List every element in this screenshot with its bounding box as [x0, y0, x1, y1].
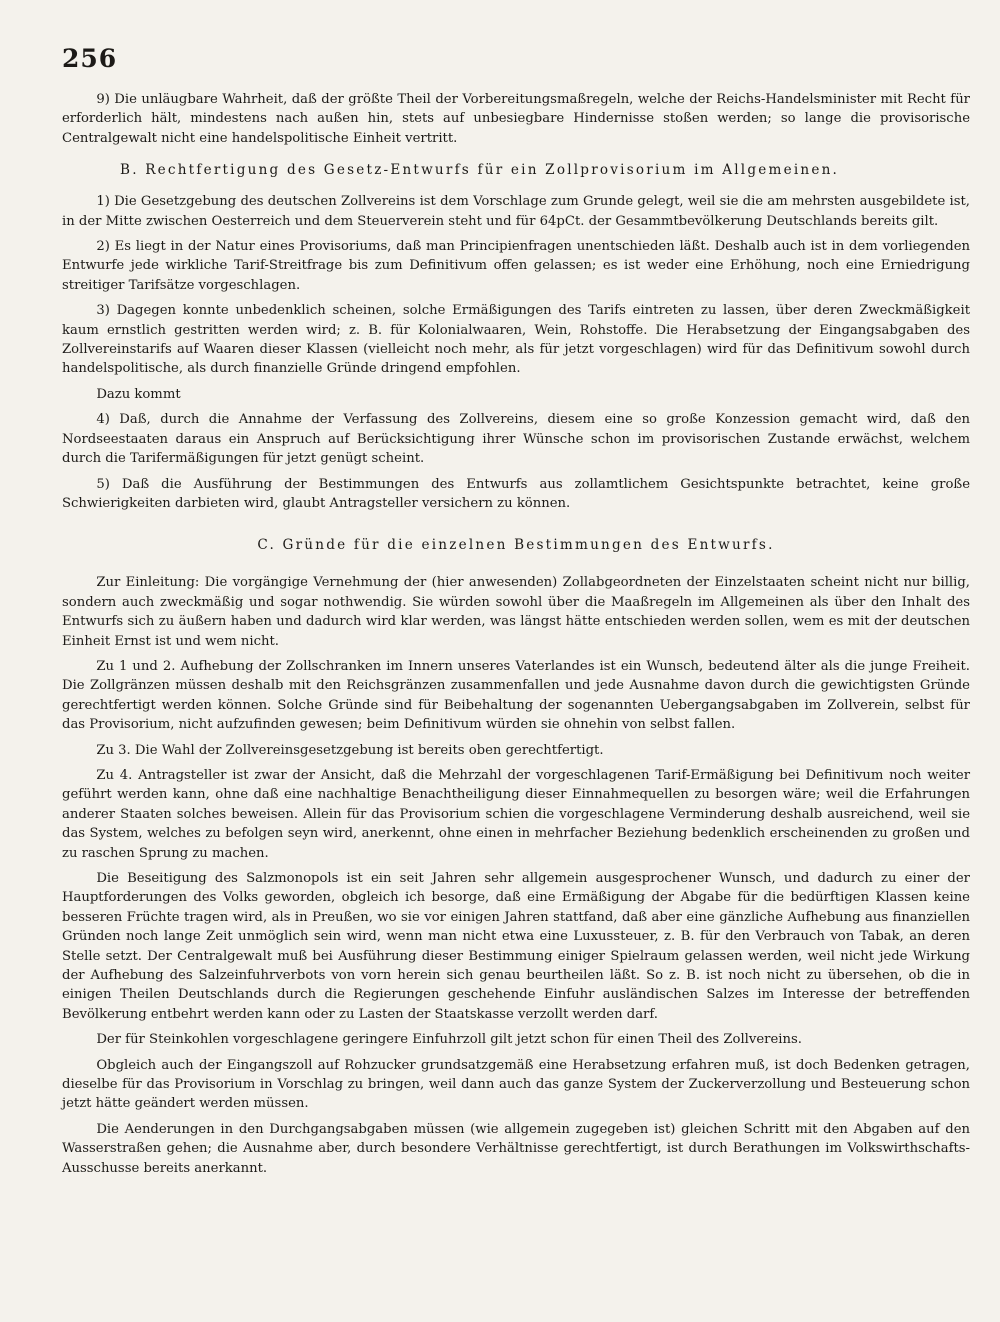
paragraph-durchgangsabgaben: Die Aenderungen in den Durchgangsabgaben müssen (wie allgemein zugegeben ist) gleichen Schritt mit den Abgaben auf den Wasserstraßen gehen; die Ausnahme aber, durch besondere Verhältnisse gerechtfertigt, ist durch Berathungen im Volkswirthschafts-Ausschusse bereits anerkannt. — [62, 1121, 970, 1176]
paragraph-b3: 3) Dagegen konnte unbedenklich scheinen, solche Ermäßigungen des Tarifs eintreten zu lassen, über deren Zweckmäßigkeit kaum ernstlich gestritten werden wird; z. B. für Kolonialwaaren, Wein, Rohstoffe. Die Herabsetzung der Eingangsabgaben des Zollvereinstarifs auf Waaren dieser Klassen (vielleicht noch mehr, als für jetzt vorgeschlagen) wird für das Definitivum sowohl durch handelspolitische, als durch finanzielle Gründe dringend empfohlen. — [62, 303, 970, 377]
paragraph-einleitung: Zur Einleitung: Die vorgängige Vernehmung der (hier anwesenden) Zollabgeordneten der Einzelstaaten scheint nicht nur billig, sondern auch zweckmäßig und sogar nothwendig. Sie würden sowohl über die Maaßregeln im Allgemeinen als über den Inhalt des Entwurfs sich zu äußern haben und dadurch wird klar werden, was längst hätte entschieden werden sollen, wem es mit der deutschen Einheit Ernst ist und wem nicht. — [62, 575, 970, 649]
paragraph-b4: 4) Daß, durch die Annahme der Verfassung des Zollvereins, diesem eine so große Konzession gemacht wird, daß den Nordseestaaten daraus ein Anspruch auf Berücksichtigung ihrer Wünsche schon im provisorischen Zustande erwächst, welchem durch die Tarifermäßigungen für jetzt genügt scheint. — [62, 412, 970, 467]
paragraph-steinkohlen: Der für Steinkohlen vorgeschlagene geringere Einfuhrzoll gilt jetzt schon für einen Theil des Zollvereins. — [96, 1032, 802, 1048]
paragraph-b5: 5) Daß die Ausführung der Bestimmungen des Entwurfs aus zollamtlichem Gesichtspunkte betrachtet, keine große Schwierigkeiten darbieten wird, glaubt Antragsteller versichern zu können. — [62, 476, 970, 511]
paragraph-dazu-kommt: Dazu kommt — [96, 386, 181, 402]
paragraph-zu-4: Zu 4. Antragsteller ist zwar der Ansicht, daß die Mehrzahl der vorgeschlagenen Tarif-Ermäßigung bei Definitivum noch weiter geführt werden kann, ohne daß eine nachhaltige Benachtheiligung dieser Einnahmequellen zu besorgen wäre; weil die Erfahrungen anderer Staaten solches beweisen. Allein für das Provisorium schien die vorgeschlagene Verminderung deshalb ausreichend, weil sie das System, welches zu befolgen seyn wird, anerkennt, ohne einen in mehrfacher Beziehung bedenklich erscheinenden zu großen und zu raschen Sprung zu machen. — [62, 767, 970, 861]
page-number: 256 — [62, 44, 118, 73]
paragraph-rohzucker: Obgleich auch der Eingangszoll auf Rohzucker grundsatzgemäß eine Herabsetzung erfahren muß, ist doch Bedenken getragen, dieselbe für das Provisorium in Vorschlag zu bringen, weil dann auch das ganze System der Zuckerverzollung und Besteuerung schon jetzt hätte geändert werden müssen. — [62, 1057, 970, 1112]
paragraph-zu-1-und-2: Zu 1 und 2. Aufhebung der Zollschranken im Innern unseres Vaterlandes ist ein Wunsch, bedeutend älter als die junge Freiheit. Die Zollgränzen müssen deshalb mit den Reichsgränzen zusammenfallen und jede Ausnahme davon durch die gewichtigsten Gründe gerechtfertigt werden können. Solche Gründe sind für Beibehaltung der sogenannten Uebergangsabgaben im Zollverein, selbst für das Provisorium, nicht aufzufinden gewesen; beim Definitivum würden sie ohnehin von selbst fallen. — [62, 658, 970, 733]
paragraph-9: 9) Die unläugbare Wahrheit, daß der größte Theil der Vorbereitungsmaßregeln, welche der Reichs-Handelsminister mit Recht für erforderlich hält, mindestens nach außen hin, stets auf unbesiegbare Hindernisse stoßen werden; so lange die provisorische Centralgewalt nicht eine handelspolitische Einheit vertritt. — [62, 92, 970, 146]
section-heading-b: B. Rechtfertigung des Gesetz-Entwurfs für ein Zollprovisorium im Allgemeinen. — [120, 162, 840, 179]
paragraph-zu-3: Zu 3. Die Wahl der Zollvereinsgesetzgebung ist bereits oben gerechtfertigt. — [96, 742, 604, 758]
section-heading-c: C. Gründe für die einzelnen Bestimmungen des Entwurfs. — [257, 537, 775, 554]
paragraph-b2: 2) Es liegt in der Natur eines Provisoriums, daß man Principienfragen unentschieden läßt. Deshalb auch ist in dem vorliegenden Entwurfe jede wirkliche Tarif-Streitfrage bis zum Definitivum offen gelassen; es ist weder eine Erhöhung, noch eine Erniedrigung streitiger Tarifsätze vorgeschlagen. — [62, 239, 970, 293]
paragraph-b1: 1) Die Gesetzgebung des deutschen Zollvereins ist dem Vorschlage zum Grunde gelegt, weil sie die am mehrsten ausgebildete ist, in der Mitte zwischen Oesterreich und dem Steuerverein steht und für 64pCt. der Gesammtbevölkerung Deutschlands bereits gilt. — [62, 194, 970, 229]
paragraph-salzmonopol: Die Beseitigung des Salzmonopols ist ein seit Jahren sehr allgemein ausgesprochener Wunsch, und dadurch zu einer der Hauptforderungen des Volks geworden, obgleich ich besorge, daß eine Ermäßigung der Abgabe für die bedürftigen Klassen keine besseren Früchte tragen wird, als in Preußen, wo sie vor einigen Jahren stattfand, daß aber eine gänzliche Aufhebung aus finanziellen Gründen noch lange Zeit unmöglich sein wird, wenn man nicht etwa eine Luxussteuer, z. B. für den Verbrauch von Tabak, an deren Stelle setzt. Der Centralgewalt muß bei Ausführung dieser Bestimmung einiger Spielraum gelassen werden, weil nicht jede Wirkung der Aufhebung des Salzeinfuhrverbots von vorn herein sich genau beurtheilen läßt. So z. B. ist noch nicht zu übersehen, ob die in einigen Theilen Deutschlands durch die Regierungen geschehende Einfuhr ausländischen Salzes im Interesse der betreffenden Bevölkerung entbehrt werden kann oder zu Lasten der Staatskasse verzollt werden darf. — [62, 871, 970, 1022]
